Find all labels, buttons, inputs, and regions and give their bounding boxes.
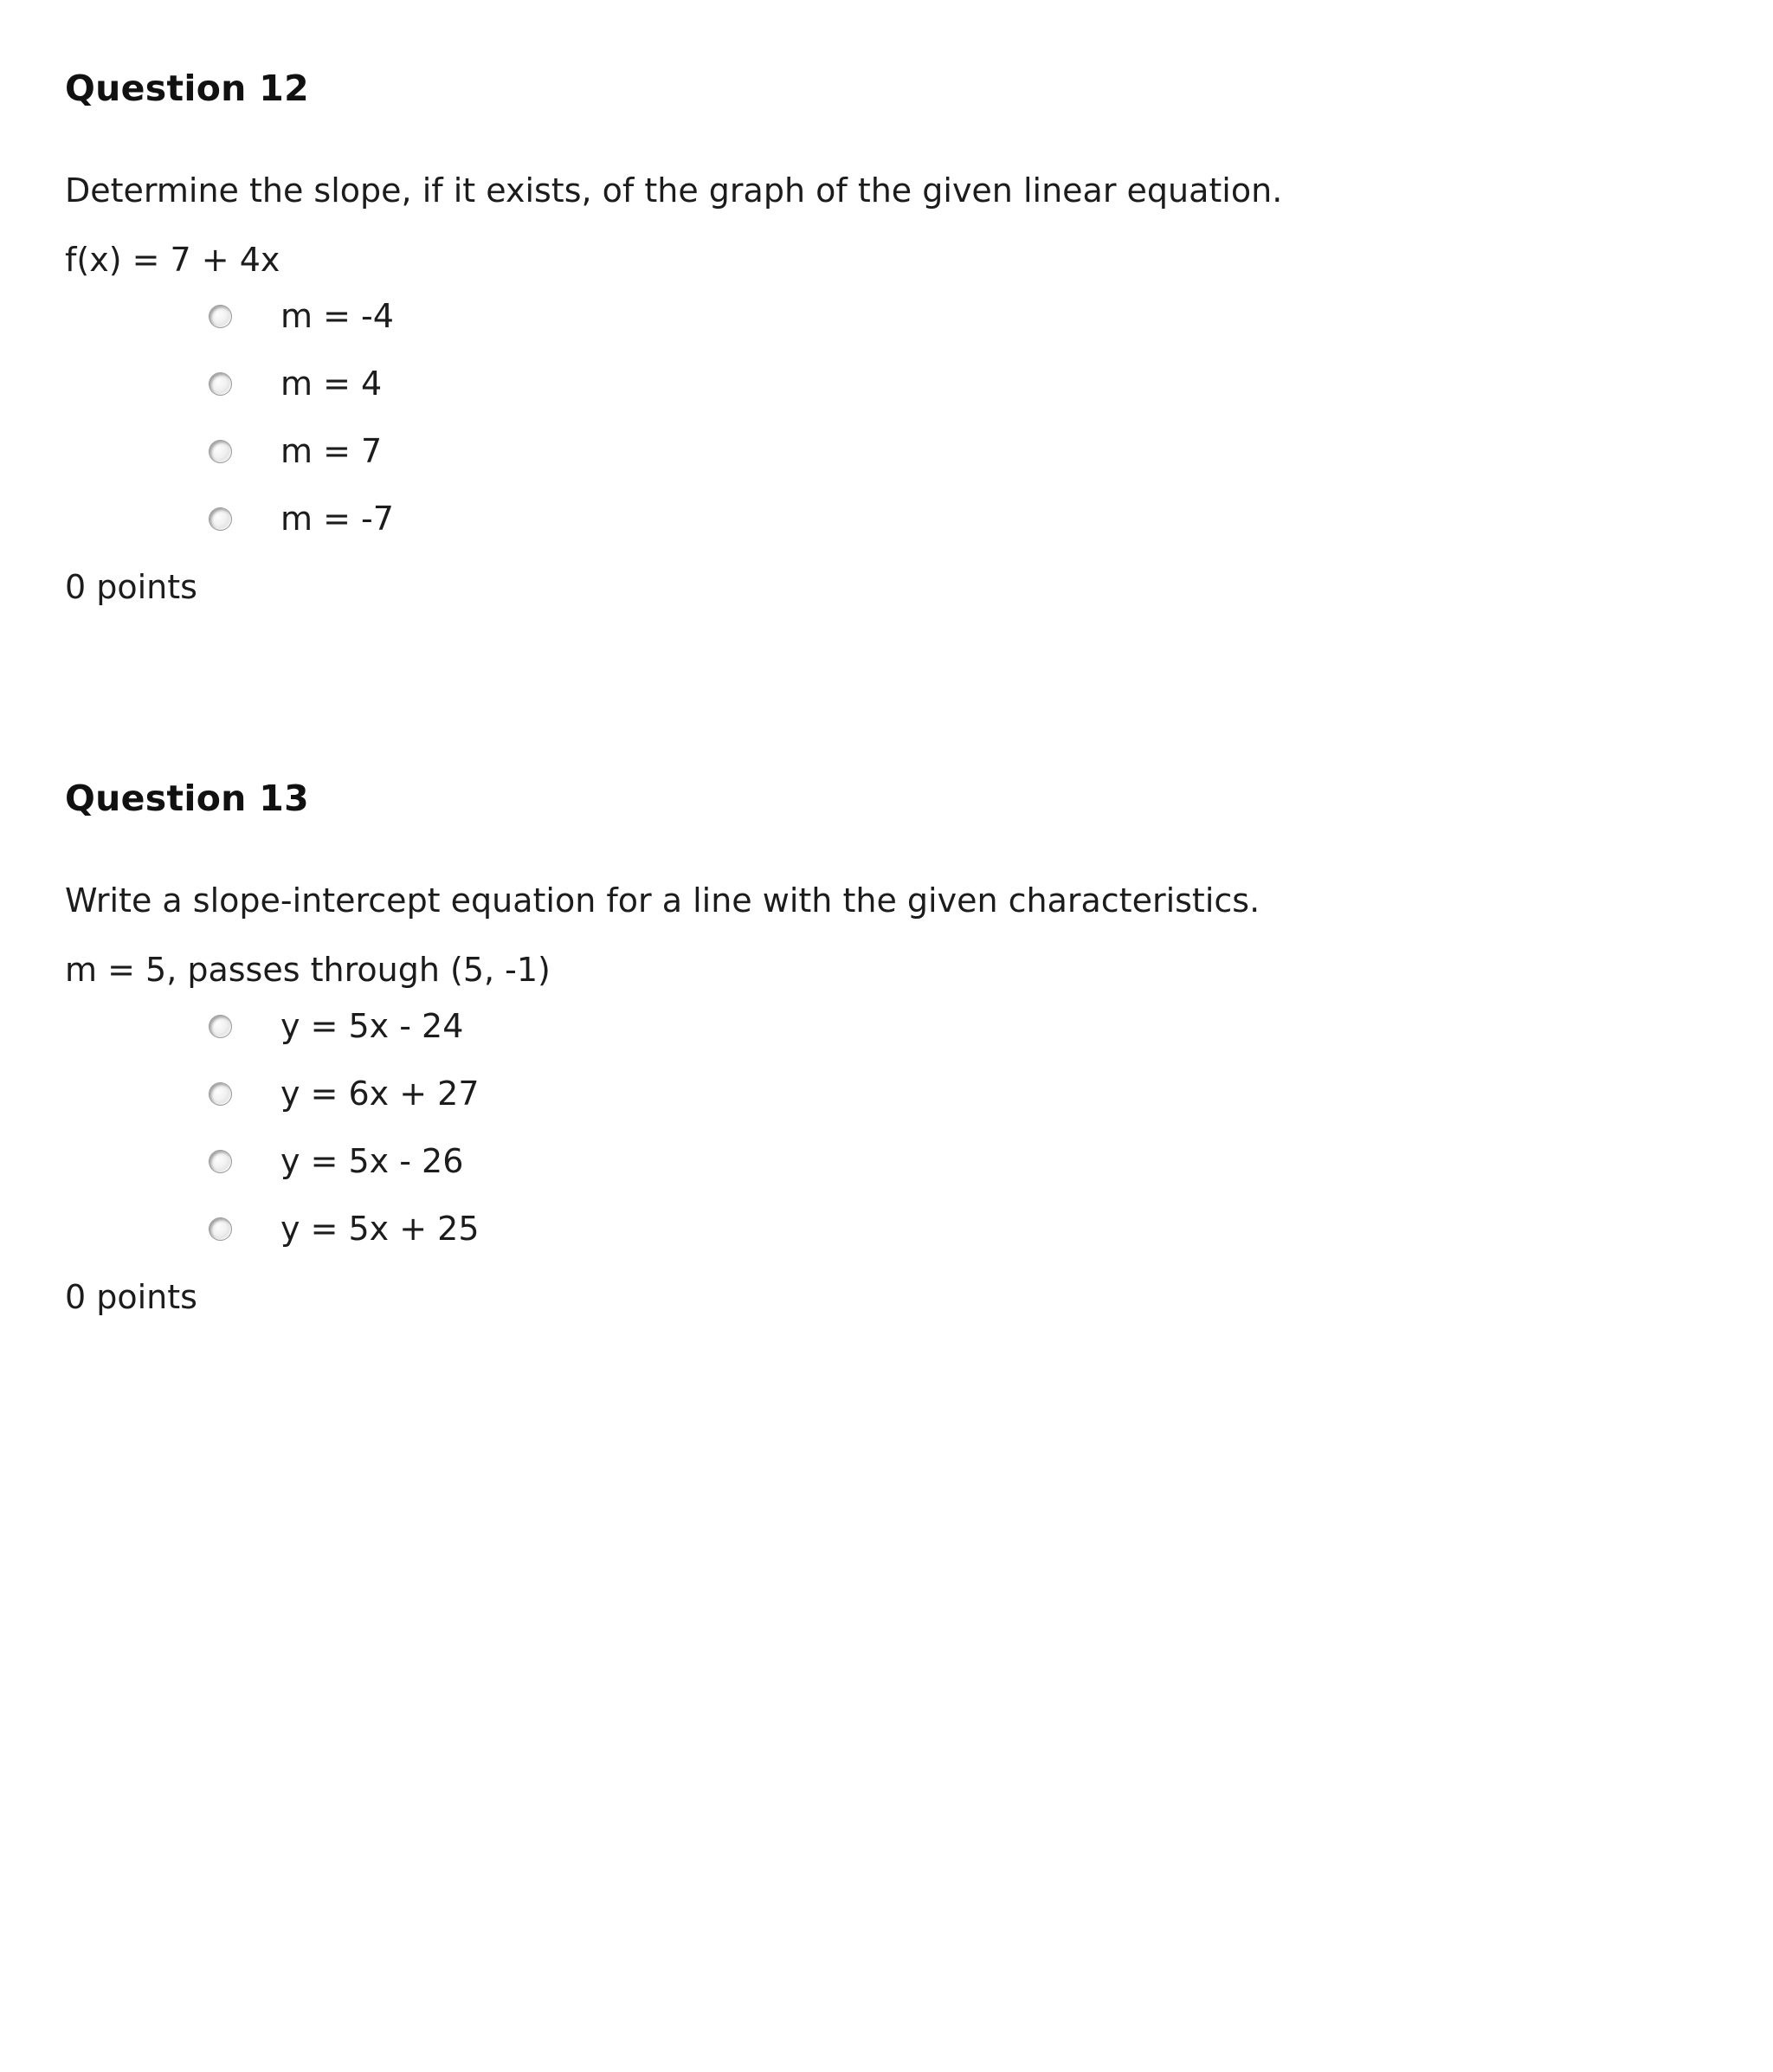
answer-option[interactable] (65, 1141, 1712, 1182)
radio-button[interactable] (209, 1217, 232, 1241)
points-label: 0 points (65, 1278, 197, 1316)
question-13 (65, 778, 1712, 1318)
answer-option-label: m = -4 (280, 297, 394, 335)
answer-option-label: y = 5x + 25 (280, 1210, 480, 1248)
answer-option[interactable] (65, 1074, 1712, 1114)
radio-button[interactable] (209, 507, 232, 531)
question-prompt: Write a slope-intercept equation for a line with the given characteristics. (65, 881, 1260, 920)
question-title: Question 12 (65, 68, 309, 109)
answer-option-label: y = 6x + 27 (280, 1075, 480, 1113)
answer-option[interactable] (65, 296, 1712, 337)
question-equation: f(x) = 7 + 4x (65, 241, 280, 279)
radio-button[interactable] (209, 1082, 232, 1106)
answer-option[interactable] (65, 431, 1712, 472)
answer-option[interactable] (65, 499, 1712, 539)
radio-button[interactable] (209, 440, 232, 463)
answer-option-label: m = -7 (280, 500, 394, 538)
radio-button[interactable] (209, 372, 232, 396)
answer-option-label: m = 7 (280, 432, 383, 470)
answer-options (65, 296, 1712, 539)
answer-option-label: y = 5x - 26 (280, 1142, 464, 1180)
answer-option[interactable] (65, 364, 1712, 404)
answer-option[interactable] (65, 1209, 1712, 1249)
question-title: Question 13 (65, 778, 309, 819)
question-condition: m = 5, passes through (5, -1) (65, 951, 551, 989)
question-prompt: Determine the slope, if it exists, of the graph of the given linear equation. (65, 171, 1283, 210)
question-12 (65, 68, 1712, 608)
radio-button[interactable] (209, 1150, 232, 1173)
radio-button[interactable] (209, 1015, 232, 1038)
radio-button[interactable] (209, 305, 232, 328)
answer-options (65, 1006, 1712, 1249)
answer-option-label: y = 5x - 24 (280, 1007, 464, 1045)
answer-option[interactable] (65, 1006, 1712, 1047)
points-label: 0 points (65, 568, 197, 606)
answer-option-label: m = 4 (280, 365, 383, 403)
